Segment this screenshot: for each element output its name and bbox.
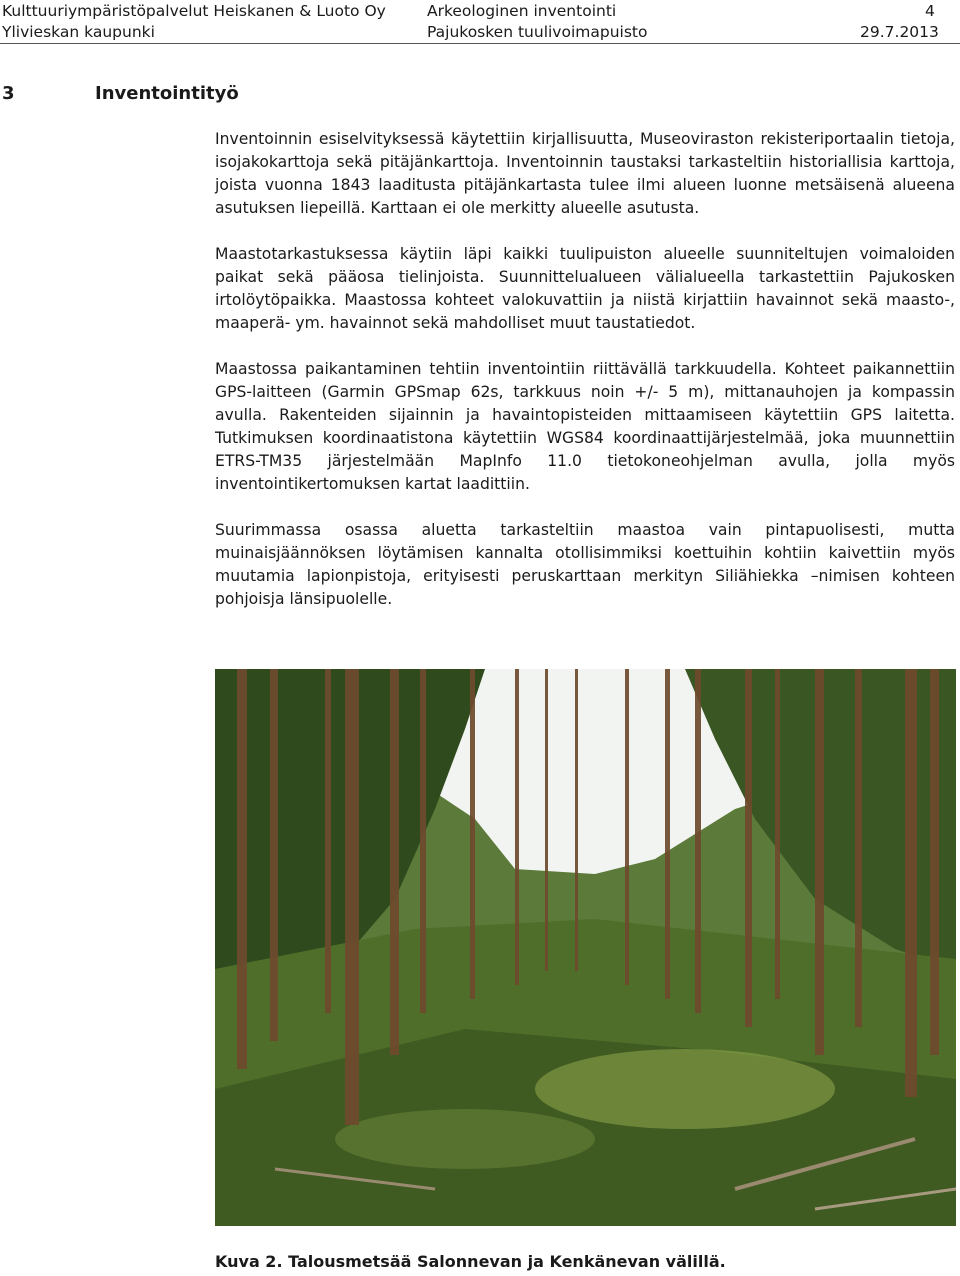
paragraph: Inventoinnin esiselvityksessä käytettiin kirjallisuutta, Museoviraston rekisteriportaalin tietoja, isojakokarttoja sekä pitäjänkarttoja. Inventoinnin taustaksi tarkasteltiin historiallisia karttoja, joista vuonna 1843 laaditusta pitäjänkartasta tulee ilmi alueen luonne metsäisenä alueena asutuksen liepeillä. Karttaan ei ole merkitty alueelle asutusta. [215, 130, 955, 217]
header-org: Kulttuuriympäristöpalvelut Heiskanen & Luoto Oy [2, 2, 386, 20]
paragraph: Suurimmassa osassa aluetta tarkasteltiin maastoa vain pintapuolisesti, mutta muinaisjäännöksen löytämisen kannalta otollisimmiksi koettuihin kohtiin kaivettiin myös muutamia lapionpistoja, erityisesti peruskarttaan merkityn Siliähiekka –nimisen kohteen pohjoisja länsipuolelle. [215, 521, 955, 608]
header-municipality: Ylivieskan kaupunki [2, 23, 155, 41]
body-text [215, 128, 955, 634]
section-heading [0, 83, 960, 109]
paragraph: Maastotarkastuksessa käytiin läpi kaikki tuulipuiston alueelle suunniteltujen voimaloiden paikat sekä pääosa tielinjoista. Suunnittelualueen välialueella tarkastettiin Pajukosken irtolöytöpaikka. Maastossa kohteet valokuvattiin ja niistä kirjattiin havainnot sekä maasto-, maaperä- ym. havainnot sekä mahdolliset muut taustatiedot. [215, 245, 955, 332]
section-title: Inventointityö [95, 83, 239, 104]
page-header [0, 0, 960, 44]
header-report-type: Arkeologinen inventointi [427, 2, 617, 20]
header-page-number: 4 [925, 2, 935, 20]
paragraph: Maastossa paikantaminen tehtiin inventointiin riittävällä tarkkuudella. Kohteet paikannettiin GPS-laitteen (Garmin GPSmap 62s, tarkkuus noin +/- 5 m), mittanauhojen ja kompassin avulla. Rakenteiden sijainnin ja havaintopisteiden mittaamiseen käytettiin GPS laitetta. Tutkimuksen koordinaatistona käytettiin WGS84 koordinaattijärjestelmää, joka muunnettiin ETRS-TM35 järjestelmään MapInfo 11.0 tietokoneohjelman avulla, jolla myös inventointikertomuksen kartat laadittiin. [215, 360, 955, 493]
header-divider [0, 43, 960, 44]
header-date: 29.7.2013 [860, 23, 939, 41]
section-number: 3 [2, 83, 15, 104]
header-project: Pajukosken tuulivoimapuisto [427, 23, 648, 41]
figure-caption: Kuva 2. Talousmetsää Salonnevan ja Kenkänevan välillä. [215, 1252, 726, 1271]
forest-photo-illustration [215, 669, 956, 1226]
forest-photo [215, 669, 956, 1226]
